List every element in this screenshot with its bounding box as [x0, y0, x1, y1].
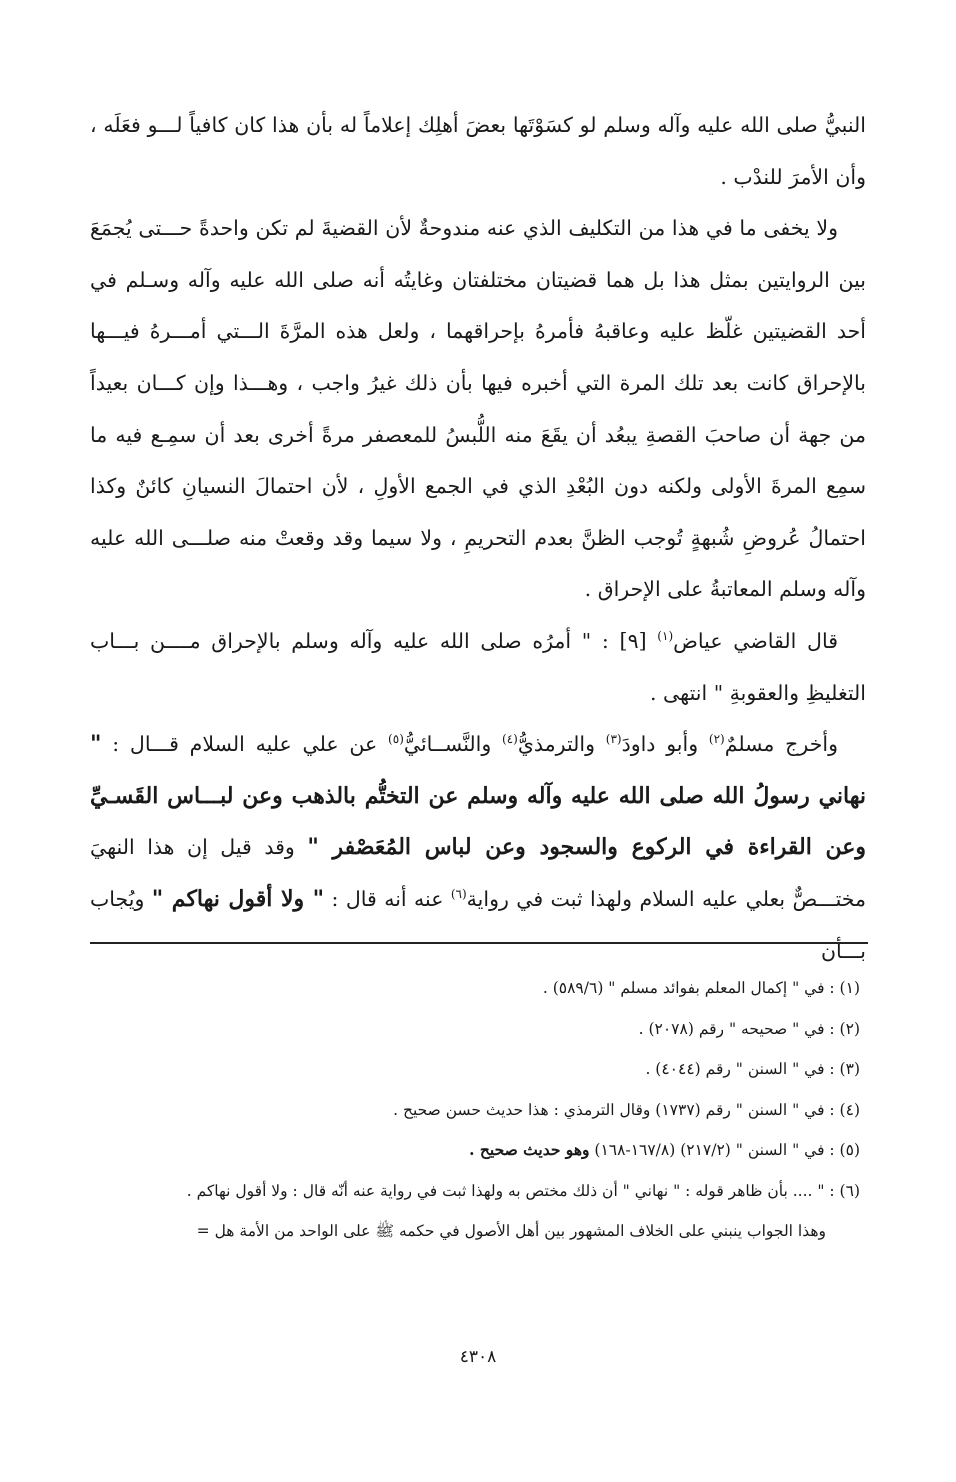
- narration-text-5: عن علي عليه السلام قـــال :: [101, 732, 389, 757]
- footnote-3: (٣) : في " السنن " رقم (٤٠٤٤) .: [645, 1060, 860, 1078]
- narration-text-2: وأبو داودَ: [621, 732, 709, 757]
- footnote-ref-3[interactable]: (٣): [605, 732, 622, 747]
- narration-text-1: وأخرج مسلمٌ: [724, 732, 838, 757]
- footnote-5-bold: وهو حديث صحيح .: [469, 1140, 590, 1159]
- page-number: ٤٣٠٨: [459, 1347, 497, 1367]
- main-text: [90, 100, 866, 977]
- footnote-1: (١) : في " إكمال المعلم بفوائد مسلم " (٥٨٩/٦) .: [542, 979, 860, 997]
- paragraph-2: ولا يخفى ما في هذا من التكليف الذي عنه مندوحةٌ لأن القضيةَ لم تكن واحدةً حـــتى يُجمَعَ بين الروايتين بمثل هذا بل هما قضيتان مختلفتان وغايتُه أنه صلى الله عليه وآله وسـلم في أحد القضيتين غلّظ عليه وعاقبهُ فأمرهُ بإحراقهما ، ولعل هذه المرَّةَ الـــتي أمـــرهُ فيـــها بالإحراق كانت بعد تلك المرة التي أخبره فيها بأن ذلك غيرُ واجب ، وهـــذا وإن كـــان بعيداً من جهة أن صاحبَ القصةِ يبعُد أن يقَعَ منه اللُّبسُ للمعصفر مرةً أخرى بعد أن سمِـع فيه ما سمِع المرةَ الأولى ولكنه دون البُعْدِ الذي في الجمع الأولِ ، لأن احتمالَ النسيانِ كائنٌ وكذا احتمالُ عُروضِ شُبهةٍ تُوجب الظنَّ بعدم التحريمِ ، ولا سيما وقد وقعتْ منه صلـــى الله عليه وآله وسلم المعاتبةُ على الإحراق .: [90, 216, 866, 602]
- narration-text-6: وقد قيل إن هذا النهيَ مختـــصٌّ بعلي عليه السلام ولهذا ثبت في رواية: [90, 835, 867, 911]
- footnote-ref-5[interactable]: (٥): [388, 732, 404, 747]
- footnote-ref-4[interactable]: (٤): [502, 732, 518, 747]
- footnote-ref-6[interactable]: (٦): [450, 887, 467, 902]
- paragraph-1: النبيُّ صلى الله عليه وآله وسلم لو كسَوْتَها بعضَ أهلِك إعلاماً له بأن هذا كان كافياً لـــو فعَلَه ، وأن الأمرَ للندْب .: [90, 113, 866, 189]
- narration-text-7: عنه أنه قال :: [324, 886, 451, 911]
- hadith-quote-2: " ولا أقول نهاكم ": [151, 885, 325, 912]
- footnote-6: (٦) : " .... بأن ظاهر قوله : " نهاني " أن ذلك مختص به ولهذا ثبت في رواية عنه أنّه قال : ولا أقول نهاكم .: [186, 1181, 860, 1200]
- narration-text-3: والترمذيُّ: [517, 732, 606, 757]
- footnote-2: (٢) : في " صحيحه " رقم (٢٠٧٨) .: [638, 1019, 860, 1038]
- footnotes: [90, 968, 860, 1252]
- footnote-separator: [90, 942, 868, 944]
- narration-text-4: والنَّســائيُّ: [403, 732, 503, 757]
- hadith-quote: " نهاني رسولُ الله صلى الله عليه وآله وسلم عن التختُّم بالذهب وعن لبـــاس القَسـيِّ وعن القراءة في الركوع والسجود وعن لباس المُعَصْفر ": [90, 731, 866, 861]
- page-body: [90, 100, 866, 977]
- qadi-text-2: [٩] : " أمرُه صلى الله عليه وآله وسلم بالإحراق مــــن بـــاب التغليظِ والعقوبةِ " انتهى .: [90, 628, 866, 705]
- footnote-ref-2[interactable]: (٢): [708, 732, 725, 747]
- paragraph-narration: [90, 719, 866, 977]
- paragraph-qadi-iyad: [90, 616, 866, 719]
- footnote-5-text: (٥) : في " السنن " (٢١٧/٢) (١٦٧/٨-١٦٨): [589, 1141, 860, 1159]
- footnote-ref-1[interactable]: (١): [657, 629, 674, 644]
- footnote-4: (٤) : في " السنن " رقم (١٧٣٧) وقال الترمذي : هذا حديث حسن صحيح .: [393, 1100, 860, 1119]
- footnote-5: [90, 1130, 860, 1171]
- qadi-text-1: قال القاضي عياض: [673, 628, 838, 653]
- footnote-6-continuation: وهذا الجواب ينبني على الخلاف المشهور بين أهل الأصول في حكمه ﷺ على الواحد من الأمة هل =: [196, 1222, 826, 1240]
- narration-text-8: ويُجاب بـــأن: [90, 886, 866, 963]
